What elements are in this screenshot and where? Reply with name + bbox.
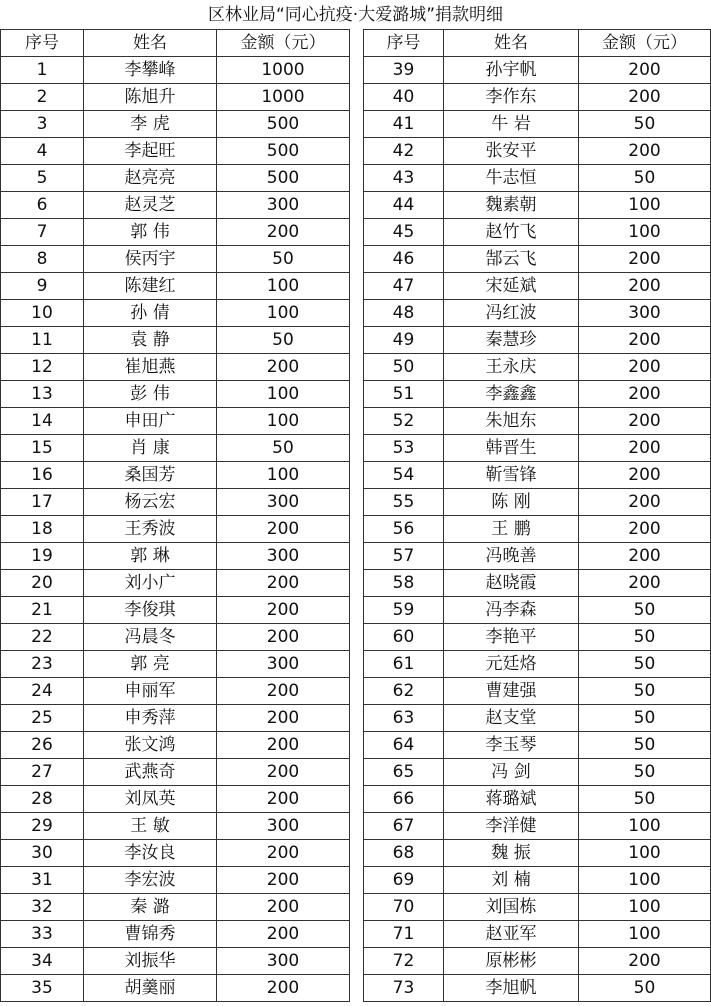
column-gap (350, 462, 364, 489)
cell-amount: 200 (217, 678, 350, 705)
cell-name-right: 秦慧珍 (444, 327, 579, 354)
column-gap (350, 543, 364, 570)
cell-name: 郭 亮 (84, 651, 217, 678)
cell-name-right: 靳雪锋 (444, 462, 579, 489)
cell-seq-right: 48 (364, 300, 444, 327)
column-gap (350, 705, 364, 732)
table-row (1, 354, 711, 381)
column-gap (350, 111, 364, 138)
cell-seq: 12 (1, 354, 84, 381)
cell-amount: 200 (217, 759, 350, 786)
cell-seq-right: 53 (364, 435, 444, 462)
cell-seq: 27 (1, 759, 84, 786)
cell-seq: 15 (1, 435, 84, 462)
table-row (1, 246, 711, 273)
cell-amount: 200 (217, 867, 350, 894)
header-amount: 金额（元） (217, 30, 350, 57)
cell-seq-right: 67 (364, 813, 444, 840)
cell-name-right: 原彬彬 (444, 948, 579, 975)
cell-seq-right: 73 (364, 975, 444, 1002)
cell-amount-right: 100 (579, 219, 711, 246)
column-gap (350, 327, 364, 354)
table-row (1, 489, 711, 516)
cell-seq-right: 60 (364, 624, 444, 651)
table-row (1, 948, 711, 975)
cell-seq-right: 66 (364, 786, 444, 813)
cell-amount-right: 100 (579, 840, 711, 867)
cell-name: 孙 倩 (84, 300, 217, 327)
cell-seq: 14 (1, 408, 84, 435)
cell-name-right: 冯李森 (444, 597, 579, 624)
cell-amount-right: 100 (579, 894, 711, 921)
cell-amount: 500 (217, 165, 350, 192)
cell-amount-right: 200 (579, 84, 711, 111)
cell-name-right: 李作东 (444, 84, 579, 111)
cell-amount-right: 200 (579, 570, 711, 597)
cell-amount-right: 200 (579, 543, 711, 570)
table-row (1, 57, 711, 84)
column-gap (350, 759, 364, 786)
cell-seq: 7 (1, 219, 84, 246)
cell-name: 赵亮亮 (84, 165, 217, 192)
cell-name-right: 曹建强 (444, 678, 579, 705)
cell-name: 陈建红 (84, 273, 217, 300)
cell-amount: 200 (217, 516, 350, 543)
cell-amount-right: 50 (579, 624, 711, 651)
header-amount-right: 金额（元） (579, 30, 711, 57)
cell-seq: 22 (1, 624, 84, 651)
cell-name-right: 赵晓霞 (444, 570, 579, 597)
cell-seq: 24 (1, 678, 84, 705)
cell-seq: 29 (1, 813, 84, 840)
column-gap (350, 354, 364, 381)
cell-amount: 100 (217, 381, 350, 408)
cell-name: 曹锦秀 (84, 921, 217, 948)
column-gap (350, 435, 364, 462)
cell-amount-right: 100 (579, 192, 711, 219)
table-row (1, 732, 711, 759)
table-row (1, 111, 711, 138)
cell-name-right: 蒋璐斌 (444, 786, 579, 813)
column-gap (350, 57, 364, 84)
cell-amount: 200 (217, 894, 350, 921)
cell-seq: 21 (1, 597, 84, 624)
cell-seq-right: 45 (364, 219, 444, 246)
cell-amount: 500 (217, 138, 350, 165)
cell-seq-right: 71 (364, 921, 444, 948)
cell-name: 秦 潞 (84, 894, 217, 921)
table-row (1, 678, 711, 705)
cell-seq: 13 (1, 381, 84, 408)
cell-seq-right: 69 (364, 867, 444, 894)
cell-seq: 25 (1, 705, 84, 732)
column-gap (350, 516, 364, 543)
cell-name-right: 魏 振 (444, 840, 579, 867)
cell-name-right: 冯晚善 (444, 543, 579, 570)
column-gap (350, 867, 364, 894)
cell-amount: 1000 (217, 57, 350, 84)
cell-amount-right: 200 (579, 273, 711, 300)
cell-seq: 10 (1, 300, 84, 327)
table-row (1, 597, 711, 624)
column-gap (350, 813, 364, 840)
cell-seq: 17 (1, 489, 84, 516)
cell-seq-right: 58 (364, 570, 444, 597)
cell-amount-right: 200 (579, 948, 711, 975)
cell-seq: 4 (1, 138, 84, 165)
cell-name-right: 冯红波 (444, 300, 579, 327)
cell-amount-right: 50 (579, 786, 711, 813)
column-gap (350, 732, 364, 759)
table-row (1, 516, 711, 543)
cell-name-right: 孙宇帆 (444, 57, 579, 84)
column-gap (350, 570, 364, 597)
cell-seq-right: 63 (364, 705, 444, 732)
cell-amount-right: 50 (579, 597, 711, 624)
cell-seq-right: 43 (364, 165, 444, 192)
cell-name: 李宏波 (84, 867, 217, 894)
column-gap (350, 678, 364, 705)
cell-name: 彭 伟 (84, 381, 217, 408)
cell-name: 陈旭升 (84, 84, 217, 111)
table-row (1, 651, 711, 678)
cell-name-right: 刘 楠 (444, 867, 579, 894)
cell-amount: 100 (217, 462, 350, 489)
cell-seq-right: 70 (364, 894, 444, 921)
cell-amount: 50 (217, 435, 350, 462)
cell-name-right: 刘国栋 (444, 894, 579, 921)
cell-name-right: 李玉琴 (444, 732, 579, 759)
table-row (1, 867, 711, 894)
sheet-title: 区林业局“同心抗疫·大爱潞城”捐款明细 (207, 5, 504, 25)
cell-amount-right: 200 (579, 138, 711, 165)
cell-amount-right: 50 (579, 975, 711, 1002)
cell-name: 武燕奇 (84, 759, 217, 786)
column-gap (350, 84, 364, 111)
cell-amount-right: 200 (579, 246, 711, 273)
table-row (1, 408, 711, 435)
cell-name: 桑国芳 (84, 462, 217, 489)
cell-name-right: 魏素朝 (444, 192, 579, 219)
column-gap (350, 30, 364, 57)
table-row (1, 84, 711, 111)
column-gap (350, 246, 364, 273)
header-name: 姓名 (84, 30, 217, 57)
table-row (1, 570, 711, 597)
column-gap (350, 597, 364, 624)
cell-name: 崔旭燕 (84, 354, 217, 381)
cell-amount-right: 50 (579, 732, 711, 759)
column-gap (350, 489, 364, 516)
cell-seq-right: 57 (364, 543, 444, 570)
cell-amount-right: 50 (579, 165, 711, 192)
cell-amount-right: 300 (579, 300, 711, 327)
column-gap (350, 138, 364, 165)
cell-seq-right: 44 (364, 192, 444, 219)
cell-seq: 26 (1, 732, 84, 759)
cell-seq-right: 59 (364, 597, 444, 624)
cell-seq-right: 68 (364, 840, 444, 867)
cell-seq: 33 (1, 921, 84, 948)
cell-amount: 300 (217, 813, 350, 840)
cell-name-right: 赵亚军 (444, 921, 579, 948)
cell-amount: 300 (217, 543, 350, 570)
cell-name: 赵灵芝 (84, 192, 217, 219)
cell-seq-right: 46 (364, 246, 444, 273)
cell-seq: 8 (1, 246, 84, 273)
cell-seq-right: 64 (364, 732, 444, 759)
cell-name: 李俊琪 (84, 597, 217, 624)
table-row (1, 813, 711, 840)
cell-amount-right: 50 (579, 705, 711, 732)
cell-amount-right: 50 (579, 111, 711, 138)
cell-amount-right: 100 (579, 921, 711, 948)
cell-seq-right: 65 (364, 759, 444, 786)
cell-amount: 200 (217, 219, 350, 246)
cell-name-right: 朱旭东 (444, 408, 579, 435)
cell-amount-right: 200 (579, 489, 711, 516)
cell-seq-right: 50 (364, 354, 444, 381)
header-name-right: 姓名 (444, 30, 579, 57)
table-row (1, 462, 711, 489)
cell-seq-right: 42 (364, 138, 444, 165)
cell-name-right: 郜云飞 (444, 246, 579, 273)
cell-name: 李汝良 (84, 840, 217, 867)
cell-name-right: 李鑫鑫 (444, 381, 579, 408)
cell-name-right: 陈 刚 (444, 489, 579, 516)
cell-name: 张文鸿 (84, 732, 217, 759)
donation-table (0, 29, 711, 1002)
cell-seq: 6 (1, 192, 84, 219)
header-seq: 序号 (1, 30, 84, 57)
cell-amount: 200 (217, 732, 350, 759)
cell-seq-right: 61 (364, 651, 444, 678)
column-gap (350, 975, 364, 1002)
cell-name: 肖 康 (84, 435, 217, 462)
cell-amount-right: 200 (579, 462, 711, 489)
cell-seq-right: 49 (364, 327, 444, 354)
cell-seq: 11 (1, 327, 84, 354)
cell-amount-right: 100 (579, 867, 711, 894)
cell-name-right: 宋延斌 (444, 273, 579, 300)
table-row (1, 705, 711, 732)
cell-name-right: 王永庆 (444, 354, 579, 381)
cell-seq: 20 (1, 570, 84, 597)
cell-name: 刘振华 (84, 948, 217, 975)
cell-name-right: 李洋健 (444, 813, 579, 840)
column-gap (350, 273, 364, 300)
cell-name: 刘小广 (84, 570, 217, 597)
cell-seq: 18 (1, 516, 84, 543)
cell-name: 侯丙宇 (84, 246, 217, 273)
table-row (1, 138, 711, 165)
cell-name: 王秀波 (84, 516, 217, 543)
cell-seq: 3 (1, 111, 84, 138)
cell-seq-right: 62 (364, 678, 444, 705)
cell-seq: 35 (1, 975, 84, 1002)
cell-seq: 32 (1, 894, 84, 921)
table-row (1, 192, 711, 219)
cell-amount: 200 (217, 597, 350, 624)
cell-amount-right: 200 (579, 435, 711, 462)
cell-amount-right: 50 (579, 678, 711, 705)
cell-name-right: 李旭帆 (444, 975, 579, 1002)
cell-seq: 1 (1, 57, 84, 84)
cell-name-right: 韩晋生 (444, 435, 579, 462)
cell-amount: 200 (217, 921, 350, 948)
cell-name-right: 冯 剑 (444, 759, 579, 786)
cell-name-right: 元廷烙 (444, 651, 579, 678)
cell-seq-right: 54 (364, 462, 444, 489)
cell-name: 郭 琳 (84, 543, 217, 570)
cell-amount: 200 (217, 570, 350, 597)
cell-seq-right: 55 (364, 489, 444, 516)
cell-name: 李起旺 (84, 138, 217, 165)
table-row (1, 921, 711, 948)
cell-amount: 300 (217, 651, 350, 678)
cell-seq: 16 (1, 462, 84, 489)
table-row (1, 894, 711, 921)
cell-seq-right: 40 (364, 84, 444, 111)
cell-seq: 34 (1, 948, 84, 975)
cell-name: 刘凤英 (84, 786, 217, 813)
cell-amount: 200 (217, 705, 350, 732)
table-row (1, 543, 711, 570)
column-gap (350, 948, 364, 975)
cell-name: 申丽军 (84, 678, 217, 705)
column-gap (350, 786, 364, 813)
cell-seq: 2 (1, 84, 84, 111)
cell-name-right: 赵支堂 (444, 705, 579, 732)
cell-seq-right: 56 (364, 516, 444, 543)
header-row (1, 30, 711, 57)
column-gap (350, 651, 364, 678)
cell-name: 申田广 (84, 408, 217, 435)
cell-name: 郭 伟 (84, 219, 217, 246)
cell-seq-right: 39 (364, 57, 444, 84)
cell-name: 袁 静 (84, 327, 217, 354)
cell-amount: 200 (217, 624, 350, 651)
cell-name: 申秀萍 (84, 705, 217, 732)
cell-amount: 50 (217, 246, 350, 273)
table-row (1, 840, 711, 867)
cell-seq: 28 (1, 786, 84, 813)
cell-name: 李攀峰 (84, 57, 217, 84)
cell-amount: 300 (217, 489, 350, 516)
cell-amount: 100 (217, 300, 350, 327)
cell-amount: 300 (217, 192, 350, 219)
cell-seq-right: 41 (364, 111, 444, 138)
table-row (1, 300, 711, 327)
cell-amount: 50 (217, 327, 350, 354)
cell-amount-right: 200 (579, 57, 711, 84)
column-gap (350, 300, 364, 327)
cell-seq-right: 52 (364, 408, 444, 435)
cell-name-right: 赵竹飞 (444, 219, 579, 246)
cell-amount: 300 (217, 948, 350, 975)
column-gap (350, 624, 364, 651)
cell-amount: 200 (217, 975, 350, 1002)
table-row (1, 624, 711, 651)
column-gap (350, 408, 364, 435)
cell-seq: 30 (1, 840, 84, 867)
table-row (1, 435, 711, 462)
cell-amount: 500 (217, 111, 350, 138)
table-row (1, 327, 711, 354)
cell-name: 王 敏 (84, 813, 217, 840)
table-row (1, 759, 711, 786)
column-gap (350, 165, 364, 192)
cell-seq-right: 72 (364, 948, 444, 975)
column-gap (350, 894, 364, 921)
cell-seq: 9 (1, 273, 84, 300)
column-gap (350, 192, 364, 219)
cell-amount-right: 200 (579, 354, 711, 381)
column-gap (350, 921, 364, 948)
cell-amount-right: 50 (579, 651, 711, 678)
cell-seq: 19 (1, 543, 84, 570)
cell-seq-right: 51 (364, 381, 444, 408)
cell-seq: 31 (1, 867, 84, 894)
table-row (1, 273, 711, 300)
table-row (1, 381, 711, 408)
cell-amount-right: 100 (579, 813, 711, 840)
column-gap (350, 840, 364, 867)
cell-name: 胡羹丽 (84, 975, 217, 1002)
cell-seq: 23 (1, 651, 84, 678)
cell-seq-right: 47 (364, 273, 444, 300)
cell-amount-right: 200 (579, 516, 711, 543)
cell-seq: 5 (1, 165, 84, 192)
table-row (1, 165, 711, 192)
cell-name-right: 张安平 (444, 138, 579, 165)
cell-amount: 200 (217, 354, 350, 381)
cell-name-right: 李艳平 (444, 624, 579, 651)
cell-amount-right: 200 (579, 327, 711, 354)
column-gap (350, 381, 364, 408)
cell-amount: 100 (217, 273, 350, 300)
cell-amount-right: 50 (579, 759, 711, 786)
cell-name-right: 牛志恒 (444, 165, 579, 192)
header-seq-right: 序号 (364, 30, 444, 57)
table-row (1, 786, 711, 813)
cell-name: 杨云宏 (84, 489, 217, 516)
column-gap (350, 219, 364, 246)
table-row (1, 975, 711, 1002)
cell-name: 冯晨冬 (84, 624, 217, 651)
cell-name-right: 王 鹏 (444, 516, 579, 543)
cell-amount: 100 (217, 408, 350, 435)
cell-amount-right: 200 (579, 381, 711, 408)
cell-amount: 1000 (217, 84, 350, 111)
cell-amount: 200 (217, 840, 350, 867)
cell-amount: 200 (217, 786, 350, 813)
cell-name: 李 虎 (84, 111, 217, 138)
cell-name-right: 牛 岩 (444, 111, 579, 138)
table-row (1, 219, 711, 246)
cell-amount-right: 200 (579, 408, 711, 435)
